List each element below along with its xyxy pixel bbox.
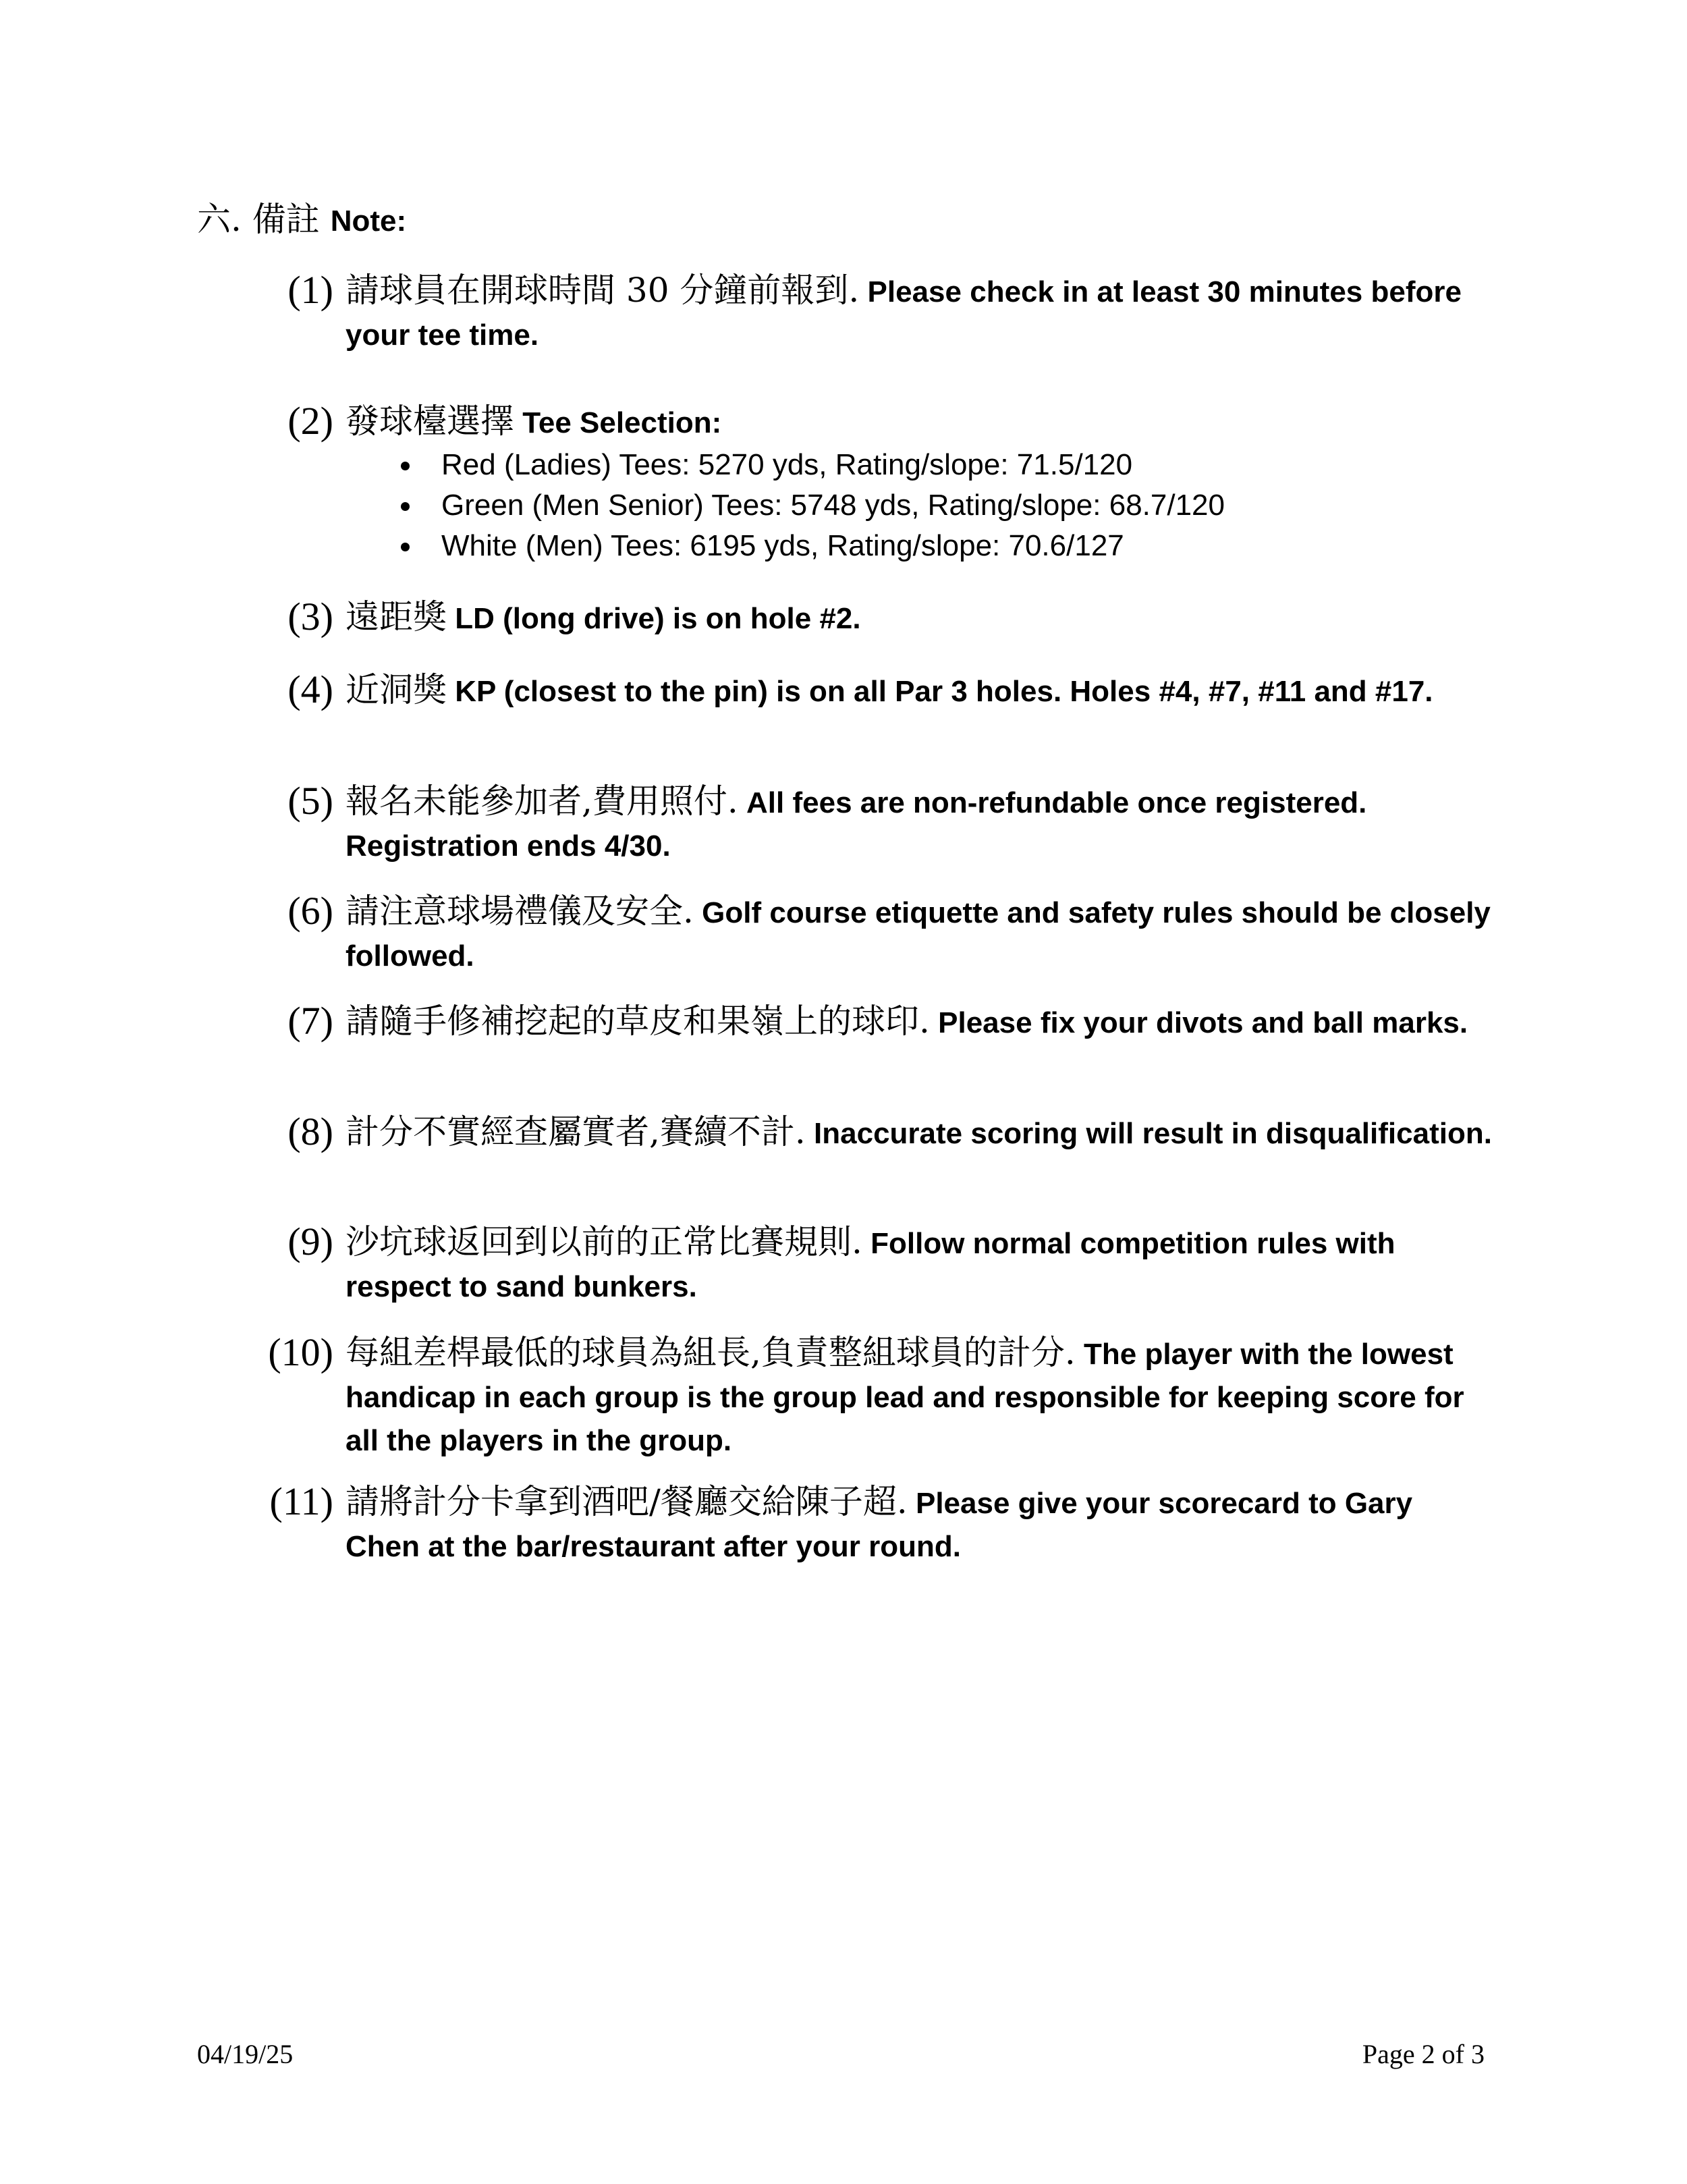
note-text-en: Tee Selection: [522,406,722,439]
note-number: (9) [287,1220,333,1263]
note-item [252,1000,1494,1045]
note-text-zh: 報名未能參加者,費用照付. [345,782,738,821]
note-number: (8) [287,1110,333,1153]
note-text-zh: 請球員在開球時間 30 分鐘前報到. [345,271,860,310]
note-number: (7) [287,999,333,1043]
note-text-zh: 遠距獎 [345,597,447,636]
note-item [252,269,1494,357]
note-text [345,1220,1493,1309]
note-text [345,269,1493,357]
note-text-en: Please fix your divots and ball marks. [938,1006,1468,1039]
note-text [345,1110,1493,1155]
note-number: (4) [287,667,333,711]
note-number: (6) [287,889,333,933]
bullet-icon [401,543,410,551]
note-text-zh: 請隨手修補挖起的草皮和果嶺上的球印. [345,1002,930,1041]
note-text-zh: 計分不實經查屬實者,賽續不計. [345,1112,806,1151]
note-number: (1) [287,268,333,312]
tee-list-item [345,445,1494,485]
note-text [345,400,1493,445]
note-item [252,595,1494,640]
note-item [252,400,1494,566]
bullet-icon [401,502,410,511]
note-number: (11) [269,1479,333,1523]
note-text-zh: 近洞獎 [345,670,447,709]
tee-list-item-text: Red (Ladies) Tees: 5270 yds, Rating/slope: 71.5/120 [441,448,1133,481]
tee-list-item [345,485,1494,526]
note-text-en: All fees are non-refundable once registered. Registration ends 4/30. [345,786,1367,863]
note-text [345,1000,1493,1045]
note-text [345,595,1493,640]
note-text-zh: 請注意球場禮儀及安全. [345,892,694,931]
note-item [252,1331,1494,1463]
note-item [252,780,1494,868]
note-text-en: Please give your scorecard to Gary Chen at the bar/restaurant after your round. [345,1487,1413,1563]
note-text-en: LD (long drive) is on hole #2. [455,602,861,635]
section-heading [197,196,406,245]
note-text [345,780,1493,868]
note-text-en: Golf course etiquette and safety rules should be closely followed. [345,896,1491,973]
tee-list-item-text: White (Men) Tees: 6195 yds, Rating/slope: 70.6/127 [441,529,1124,562]
bullet-icon [401,462,410,470]
footer-date: 04/19/25 [197,2039,294,2069]
note-number: (2) [287,399,333,443]
note-text-en: KP (closest to the pin) is on all Par 3 holes. Holes #4, #7, #11 and #17. [455,675,1433,708]
note-item [252,890,1494,978]
note-text-en: Please check in at least 30 minutes before your tee time. [345,275,1462,352]
section-heading-zh: 六. 備註 [197,200,320,239]
tee-list-item [345,526,1494,566]
note-text [345,1480,1493,1568]
tee-list [345,445,1494,566]
note-text [345,1331,1493,1463]
note-text-zh: 請將計分卡拿到酒吧/餐廳交給陳子超. [345,1482,908,1521]
note-number: (5) [287,779,333,823]
note-item [252,1110,1494,1155]
note-text [345,668,1493,713]
note-text-en: Inaccurate scoring will result in disqualification. [814,1117,1492,1150]
note-item [252,1480,1494,1568]
note-item [252,1220,1494,1309]
note-text-en: The player with the lowest handicap in each group is the group lead and responsible for keeping score for all the players in the group. [345,1338,1464,1457]
note-item [252,668,1494,713]
section-heading-en: Note: [330,204,407,238]
note-text-en: Follow normal competition rules with respect to sand bunkers. [345,1227,1395,1303]
note-number: (10) [268,1330,333,1374]
note-text-zh: 沙坑球返回到以前的正常比賽規則. [345,1222,862,1261]
note-number: (3) [287,595,333,638]
note-text-zh: 每組差桿最低的球員為組長,負責整組球員的計分. [345,1333,1076,1372]
note-text-zh: 發球檯選擇 [345,402,514,441]
note-text [345,890,1493,978]
footer-page-number: Page 2 of 3 [1362,2039,1485,2069]
tee-list-item-text: Green (Men Senior) Tees: 5748 yds, Rating/slope: 68.7/120 [441,489,1225,522]
